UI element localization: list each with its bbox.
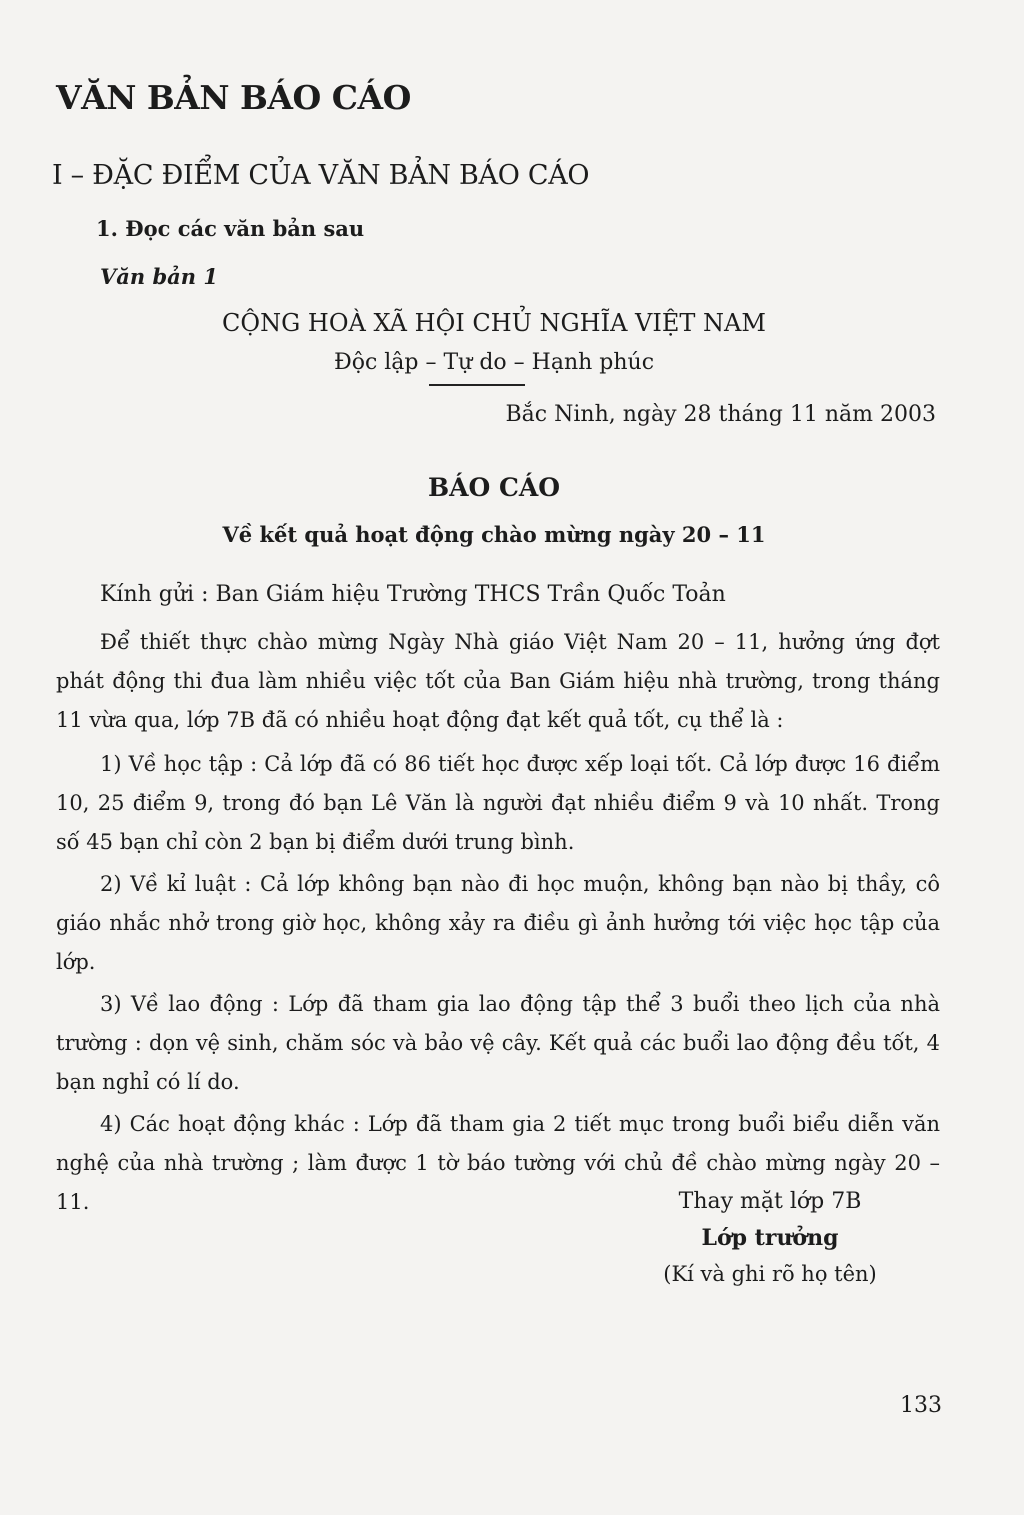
paragraph-labor: 3) Về lao động : Lớp đã tham gia lao động tập thể 3 buổi theo lịch của nhà trường : dọn vệ sinh, chăm sóc và bảo vệ cây. Kết quả các buổi lao động đều tốt, 4 bạn nghỉ có lí do. <box>56 992 940 1094</box>
report-subtitle: Về kết quả hoạt động chào mừng ngày 20 – 11 <box>222 522 766 547</box>
paragraph-other: 4) Các hoạt động khác : Lớp đã tham gia 2 tiết mục trong buổi biểu diễn văn nghệ của nhà trường ; làm được 1 tờ báo tường với chủ đề chào mừng ngày 20 – 11. <box>56 1112 940 1214</box>
paragraph-study: 1) Về học tập : Cả lớp đã có 86 tiết học được xếp loại tốt. Cả lớp được 16 điểm 10, 25 điểm 9, trong đó bạn Lê Văn là người đạt nhiều điểm 9 và 10 nhất. Trong số 45 bạn chỉ còn 2 bạn bị điểm dưới trung bình. <box>56 752 940 854</box>
signature-note: (Kí và ghi rõ họ tên) <box>663 1262 877 1286</box>
section-title: I – ĐẶC ĐIỂM CỦA VĂN BẢN BÁO CÁO <box>52 160 590 191</box>
text-label: Văn bản 1 <box>100 264 218 289</box>
signature-role: Lớp trưởng <box>701 1225 839 1251</box>
recipient-line: Kính gửi : Ban Giám hiệu Trường THCS Trần Quốc Toản <box>100 582 726 607</box>
national-motto: Độc lập – Tự do – Hạnh phúc <box>333 350 655 375</box>
date-line: Bắc Ninh, ngày 28 tháng 11 năm 2003 <box>505 402 936 427</box>
paragraph-discipline: 2) Về kỉ luật : Cả lớp không bạn nào đi học muộn, không bạn nào bị thầy, cô giáo nhắc nhở trong giờ học, không xảy ra điều gì ảnh hưởng tới việc học tập của lớp. <box>56 872 940 974</box>
report-title: BÁO CÁO <box>427 473 561 502</box>
task-instruction: 1. Đọc các văn bản sau <box>96 216 365 241</box>
paragraph-intro: Để thiết thực chào mừng Ngày Nhà giáo Việt Nam 20 – 11, hưởng ứng đợt phát động thi đua làm nhiều việc tốt của Ban Giám hiệu nhà trường, trong tháng 11 vừa qua, lớp 7B đã có nhiều hoạt động đạt kết quả tốt, cụ thể là : <box>56 630 940 732</box>
page-heading: VĂN BẢN BÁO CÁO <box>56 78 411 117</box>
motto-underline <box>429 384 525 386</box>
signature-on-behalf: Thay mặt lớp 7B <box>678 1189 862 1214</box>
national-title: CỘNG HOÀ XÃ HỘI CHỦ NGHĨA VIỆT NAM <box>222 309 766 337</box>
page-number: 133 <box>900 1393 942 1418</box>
